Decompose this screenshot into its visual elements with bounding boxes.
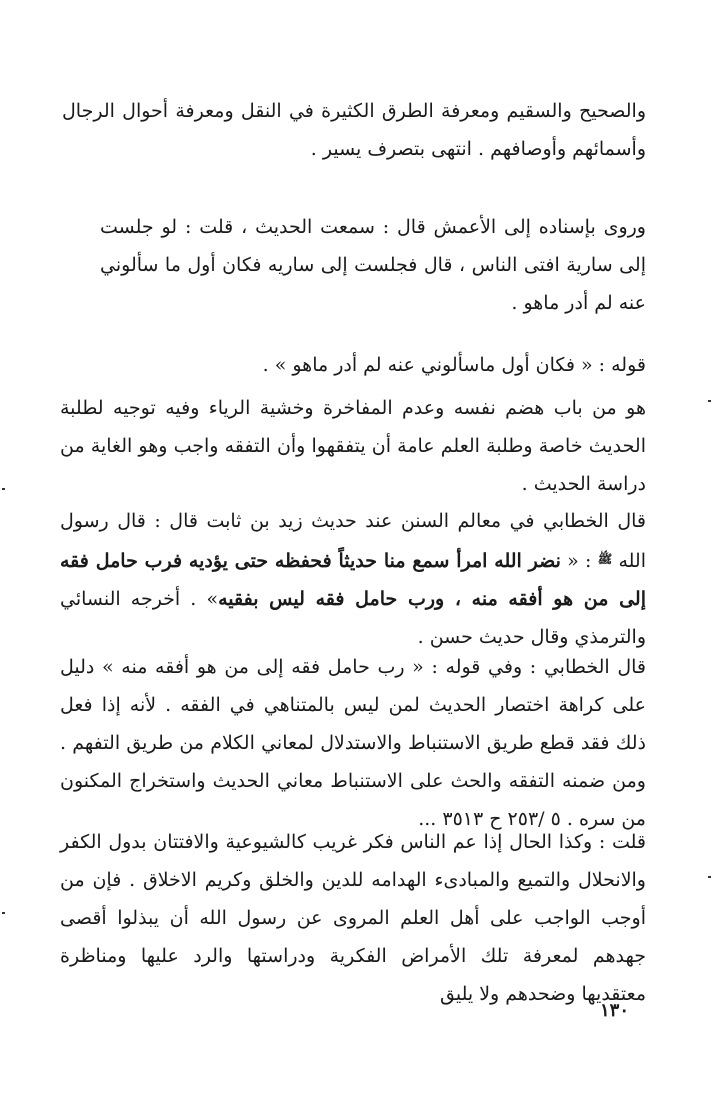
paragraph-khattabi-commentary: قال الخطابي : وفي قوله : « رب حامل فقه إلى من هو أفقه منه » دليل على كراهة اختصار الحديث لمن ليس بالمتناهي في الفقه . لأنه إذا فعل ذلك فقد قطع طريق الاستنباط والاستدلال لمعاني الكلام من طريق التفهم . ومن ضمنه التفقه والحث على الاستنباط معاني الحديث واستخراج المكنون من سره . ٥ /٢٥٣ ح ٣٥١٣ ... <box>60 656 646 830</box>
page-number: ١٣٠ <box>599 1000 629 1021</box>
honorific-glyph: ﷺ <box>597 552 613 566</box>
paragraph-humility-commentary: هو من باب هضم نفسه وعدم المفاخرة وخشية الرياء وفيه توجيه لطلبة الحديث خاصة وطلبة العلم عامة أن يتفقهوا وأن التفقه واجب وهو الغاية من دراسة الحديث . <box>60 397 646 495</box>
hadith-text-bold: نضر الله امرأ سمع منا حديثاً فحفظه حتى يؤديه فرب حامل فقه إلى من هو أفقه منه ، ورب حامل فقه ليس بفقيه <box>60 550 647 610</box>
paragraph-narrators-knowledge: والصحيح والسقيم ومعرفة الطرق الكثيرة في النقل ومعرفة أحوال الرجال وأسمائهم وأوصافهم . انتهى بتصرف يسير . <box>62 100 646 160</box>
khattabi-lead-text: قال الخطابي في معالم السنن عند حديث زيد بن ثابت قال : قال رسول الله <box>60 510 646 572</box>
quote-open: : « <box>567 550 592 572</box>
paragraph-quote-heading: قوله : « فكان أول ماسألوني عنه لم أدر ماهو » . <box>262 354 646 376</box>
margin-tick-mark <box>2 912 5 914</box>
margin-tick-mark <box>708 876 711 878</box>
margin-tick-mark <box>708 400 711 402</box>
paragraph-khattabi-hadith <box>60 502 646 656</box>
hadith-source-text: » . أخرجه النسائي والترمذي وقال حديث حسن . <box>60 588 646 648</box>
margin-tick-mark <box>2 488 5 490</box>
paragraph-author-comment: قلت : وكذا الحال إذا عم الناس فكر غريب كالشيوعية والافتتان بدول الكفر والانحلال والتميع والمبادىء الهدامه للدين والخلق وكريم الاخلاق . فإن من أوجب الواجب على أهل العلم المروى عن رسول الله أن يبذلوا أقصى جهدهم لمعرفة تلك الأمراض الفكرية ودراستها والرد عليها ومناظرة معتقديها وضحدهم ولا يليق <box>60 831 646 1005</box>
paragraph-amash-narration: وروى بإسناده إلى الأعمش قال : سمعت الحديث ، قلت : لو جلست إلى سارية افتى الناس ، قال فجلست إلى ساريه فكان أول ما سألوني عنه لم أدر ماهو . <box>100 216 646 314</box>
